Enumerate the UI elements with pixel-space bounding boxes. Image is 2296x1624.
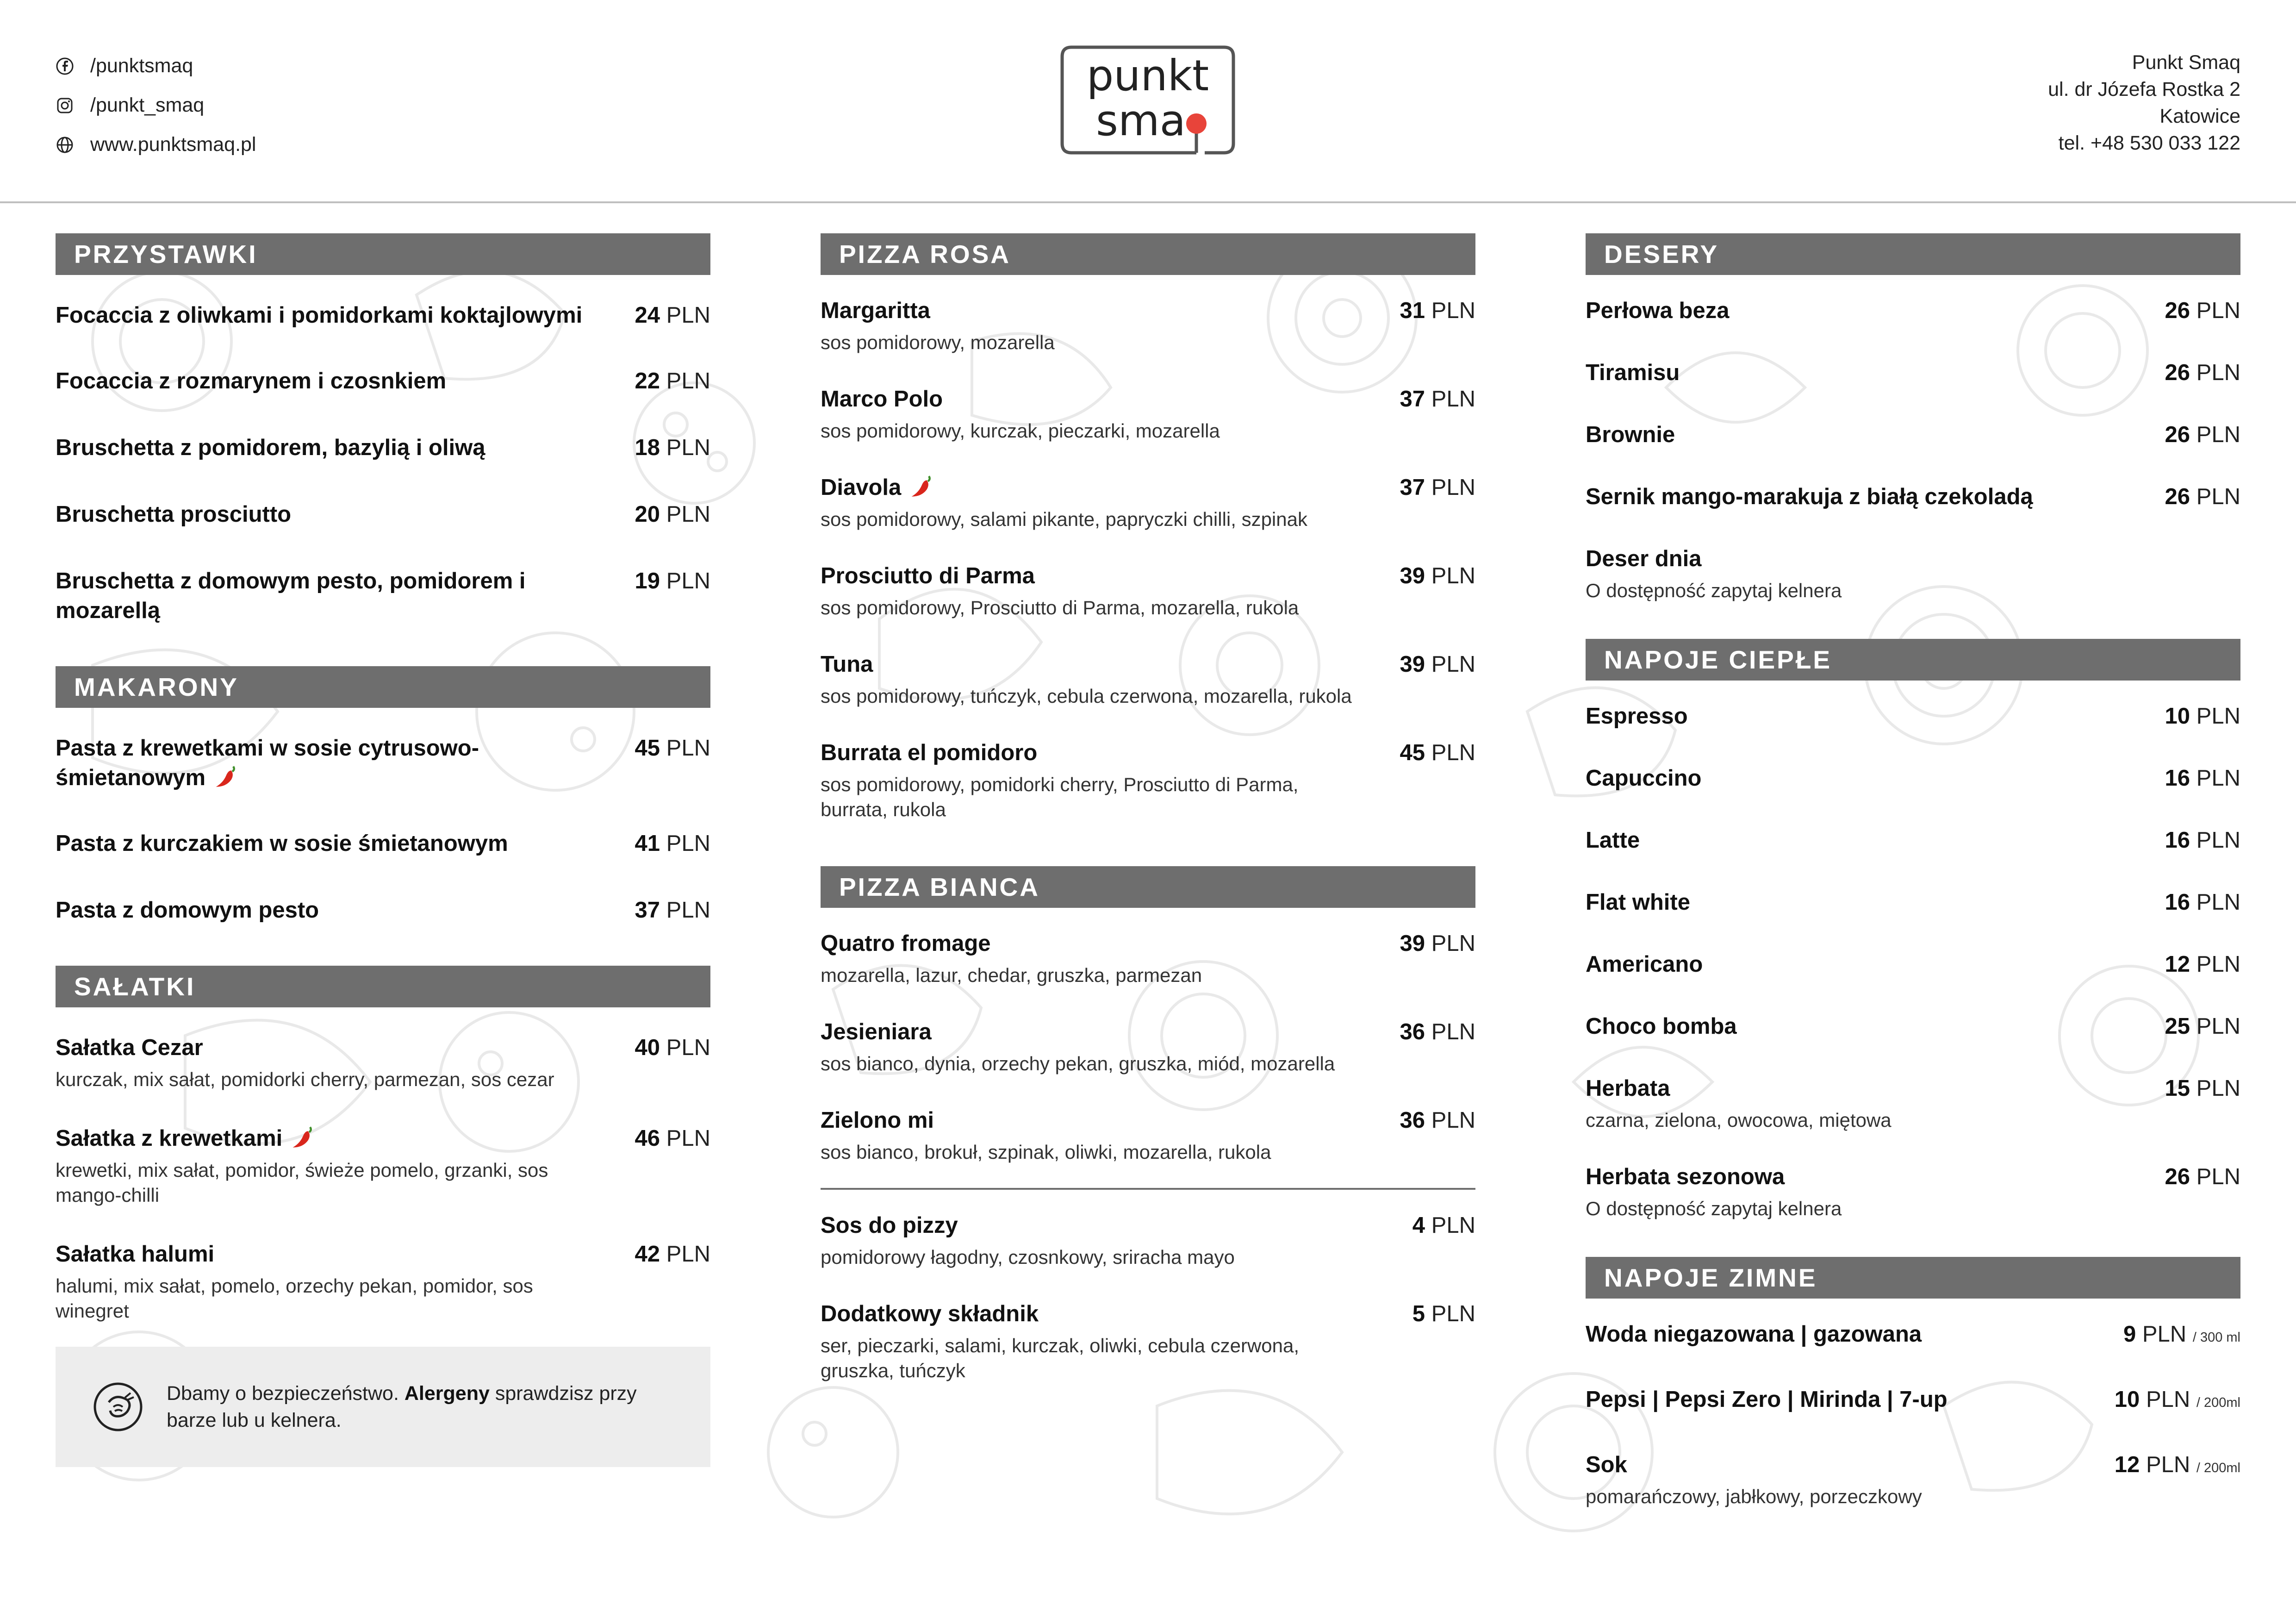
item-description: halumi, mix sałat, pomelo, orzechy pekan, pomidor, sos winegret	[56, 1275, 533, 1322]
item-price: 12 PLN	[2165, 952, 2240, 977]
menu-item	[56, 300, 710, 330]
menu-column-2	[821, 233, 1475, 1383]
section-header-pizza-rosa: PIZZA ROSA	[821, 233, 1475, 275]
item-price: 40 PLN	[635, 1035, 710, 1060]
menu-item	[821, 650, 1475, 709]
instagram-handle: /punkt_smaq	[90, 94, 205, 116]
menu-column-1	[56, 233, 710, 1467]
item-price: 5 PLN	[1412, 1301, 1475, 1326]
item-description: kurczak, mix sałat, pomidorki cherry, parmezan, sos cezar	[56, 1068, 554, 1090]
menu-item	[821, 1299, 1475, 1383]
item-name: Deser dnia	[1586, 546, 1702, 571]
menu-item	[1586, 763, 2240, 793]
item-description: sos pomidorowy, kurczak, pieczarki, mozarella	[821, 420, 1220, 442]
menu-item	[1586, 1450, 2240, 1509]
allergen-text: Dbamy o bezpieczeństwo. Alergeny sprawdzisz przy barze lub u kelnera.	[167, 1382, 637, 1431]
menu-item	[56, 566, 710, 625]
chili-pepper-icon	[908, 473, 934, 499]
item-price: 20 PLN	[635, 502, 710, 527]
menu-item	[1586, 887, 2240, 917]
item-name: Dodatkowy składnik	[821, 1301, 1039, 1326]
menu-item	[1586, 296, 2240, 325]
item-price: 46 PLN	[635, 1126, 710, 1151]
item-name: Burrata el pomidoro	[821, 740, 1038, 765]
item-name: Herbata sezonowa	[1586, 1164, 1785, 1189]
item-name: Pasta z kurczakiem w sosie śmietanowym	[56, 831, 508, 856]
menu-item	[1586, 949, 2240, 979]
menu-item	[56, 829, 710, 858]
item-name: Tuna	[821, 652, 873, 677]
item-description: pomidorowy łagodny, czosnkowy, sriracha mayo	[821, 1246, 1235, 1268]
item-price: 37 PLN	[1400, 387, 1475, 412]
menu-item	[56, 1033, 710, 1092]
item-description: sos pomidorowy, pomidorki cherry, Prosciutto di Parma, burrata, rukola	[821, 774, 1299, 820]
item-description: sos bianco, brokuł, szpinak, oliwki, mozarella, rukola	[821, 1141, 1271, 1163]
item-price: 39 PLN	[1400, 563, 1475, 588]
item-description: mozarella, lazur, chedar, gruszka, parmezan	[821, 964, 1202, 986]
item-name: Perłowa beza	[1586, 298, 1730, 323]
item-description: sos pomidorowy, Prosciutto di Parma, mozarella, rukola	[821, 597, 1299, 618]
item-price: 39 PLN	[1400, 931, 1475, 956]
item-price: 10 PLN / 200ml	[2114, 1387, 2240, 1412]
menu-item	[1586, 420, 2240, 450]
item-price: 45 PLN	[635, 736, 710, 761]
menu-item	[821, 473, 1475, 532]
item-price: 26 PLN	[2165, 298, 2240, 323]
menu-item	[821, 738, 1475, 822]
item-name: Bruschetta z domowym pesto, pomidorem i mozarellą	[56, 568, 526, 623]
item-name: Capuccino	[1586, 766, 1702, 791]
menu-item	[821, 296, 1475, 355]
menu-item	[1586, 358, 2240, 387]
header	[0, 0, 2296, 202]
city: Katowice	[2159, 105, 2240, 127]
section-header-napoje-zimne: NAPOJE ZIMNE	[1586, 1257, 2240, 1299]
item-price: 26 PLN	[2165, 360, 2240, 385]
item-name: Focaccia z oliwkami i pomidorkami koktajlowymi	[56, 303, 583, 328]
item-price: 4 PLN	[1412, 1213, 1475, 1238]
section-header-napoje-cieple: NAPOJE CIEPŁE	[1586, 639, 2240, 681]
facebook-link[interactable]	[56, 46, 256, 86]
menu-item	[56, 433, 710, 462]
section-header-makarony: MAKARONY	[56, 666, 710, 708]
item-name: Pasta z domowym pesto	[56, 898, 319, 923]
item-price: 22 PLN	[635, 369, 710, 394]
menu-item	[1586, 1162, 2240, 1221]
item-price: 9 PLN / 300 ml	[2123, 1322, 2240, 1347]
chili-pepper-icon	[213, 763, 238, 789]
menu-item	[1586, 1319, 2240, 1352]
item-name: Pasta z krewetkami w sosie cytrusowo-śmietanowym	[56, 736, 479, 790]
item-description: ser, pieczarki, salami, kurczak, oliwki, cebula czerwona, gruszka, tuńczyk	[821, 1335, 1300, 1381]
item-price: 39 PLN	[1400, 652, 1475, 677]
item-description: pomarańczowy, jabłkowy, porzeczkowy	[1586, 1486, 1922, 1507]
item-name: Quatro fromage	[821, 931, 991, 956]
item-name: Sałatka halumi	[56, 1242, 215, 1267]
item-name: Brownie	[1586, 422, 1675, 447]
website-link[interactable]	[56, 125, 256, 164]
item-price: 16 PLN	[2165, 890, 2240, 915]
menu-item	[56, 733, 710, 793]
globe-icon	[56, 136, 74, 154]
menu-item	[56, 500, 710, 529]
item-name: Sos do pizzy	[821, 1213, 958, 1238]
item-name: Bruschetta prosciutto	[56, 502, 292, 527]
item-name: Herbata	[1586, 1076, 1670, 1101]
menu-item	[821, 384, 1475, 443]
section-header-salatki: SAŁATKI	[56, 966, 710, 1007]
menu-item	[821, 929, 1475, 988]
menu-item	[56, 1239, 710, 1324]
phone: tel. +48 530 033 122	[2058, 132, 2240, 154]
item-price: 36 PLN	[1400, 1108, 1475, 1133]
item-name: Jesieniara	[821, 1019, 932, 1044]
item-name: Latte	[1586, 828, 1640, 853]
contact-address	[2048, 49, 2240, 156]
svg-text:punkt: punkt	[1086, 51, 1209, 100]
menu-column-3	[1586, 233, 2240, 1509]
item-price: 19 PLN	[635, 568, 710, 593]
item-price: 16 PLN	[2165, 828, 2240, 853]
menu-item	[1586, 701, 2240, 731]
social-links	[56, 46, 256, 164]
restaurant-name: Punkt Smaq	[2132, 51, 2240, 74]
item-description: sos pomidorowy, salami pikante, papryczki chilli, szpinak	[821, 508, 1307, 530]
menu-item	[1586, 544, 2240, 603]
item-price: 26 PLN	[2165, 484, 2240, 509]
item-price: 26 PLN	[2165, 1164, 2240, 1189]
item-price: 15 PLN	[2165, 1076, 2240, 1101]
allergen-shrimp-icon	[93, 1381, 143, 1432]
menu-item	[56, 895, 710, 925]
item-name: Woda niegazowana | gazowana	[1586, 1322, 1922, 1347]
item-name: Americano	[1586, 952, 1703, 977]
item-name: Sałatka Cezar	[56, 1035, 203, 1060]
item-description: sos pomidorowy, tuńczyk, cebula czerwona, mozarella, rukola	[821, 685, 1352, 707]
menu-item	[821, 1017, 1475, 1076]
item-price: 37 PLN	[1400, 475, 1475, 500]
section-header-desery: DESERY	[1586, 233, 2240, 275]
item-name: Diavola	[821, 473, 1357, 502]
menu-item	[1586, 1012, 2240, 1041]
menu-item	[1586, 482, 2240, 512]
allergen-notice	[56, 1347, 710, 1467]
item-name: Zielono mi	[821, 1108, 934, 1133]
item-price: 36 PLN	[1400, 1019, 1475, 1044]
item-name: Sernik mango-marakuja z białą czekoladą	[1586, 484, 2033, 509]
street-address: ul. dr Józefa Rostka 2	[2048, 78, 2240, 100]
item-price: 42 PLN	[635, 1242, 710, 1267]
menu-item	[1586, 1385, 2240, 1418]
section-header-przystawki: PRZYSTAWKI	[56, 233, 710, 275]
item-name: Flat white	[1586, 890, 1690, 915]
item-price: 24 PLN	[635, 303, 710, 328]
item-description: sos pomidorowy, mozarella	[821, 331, 1055, 353]
item-price: 25 PLN	[2165, 1014, 2240, 1039]
menu-item	[56, 1124, 710, 1208]
item-description: sos bianco, dynia, orzechy pekan, gruszka, miód, mozarella	[821, 1053, 1335, 1074]
menu-item	[821, 1211, 1475, 1270]
item-name: Marco Polo	[821, 387, 943, 412]
website-url: www.punktsmaq.pl	[90, 133, 256, 156]
svg-text:sma: sma	[1096, 96, 1186, 145]
instagram-link[interactable]	[56, 86, 256, 125]
item-name: Margaritta	[821, 298, 930, 323]
item-price: 26 PLN	[2165, 422, 2240, 447]
item-name: Tiramisu	[1586, 360, 1680, 385]
item-description: O dostępność zapytaj kelnera	[1586, 1198, 1842, 1219]
menu-item	[56, 366, 710, 396]
item-name: Sałatka z krewetkami	[56, 1124, 592, 1153]
item-name: Choco bomba	[1586, 1014, 1737, 1039]
item-description: krewetki, mix sałat, pomidor, świeże pomelo, grzanki, sos mango-chilli	[56, 1159, 548, 1206]
item-price: 41 PLN	[635, 831, 710, 856]
item-description: czarna, zielona, owocowa, miętowa	[1586, 1109, 1892, 1131]
instagram-icon	[56, 96, 74, 115]
chili-pepper-icon	[290, 1124, 315, 1149]
section-header-pizza-bianca: PIZZA BIANCA	[821, 866, 1475, 908]
item-name: Bruschetta z pomidorem, bazylią i oliwą	[56, 435, 485, 460]
item-price: 45 PLN	[1400, 740, 1475, 765]
item-price: 10 PLN	[2165, 704, 2240, 729]
item-price: 31 PLN	[1400, 298, 1475, 323]
item-name: Sok	[1586, 1452, 1627, 1477]
facebook-icon	[56, 57, 74, 75]
punkt-smaq-logo	[1058, 43, 1238, 158]
item-name: Prosciutto di Parma	[821, 563, 1035, 588]
facebook-handle: /punktsmaq	[90, 55, 193, 77]
header-divider	[0, 201, 2296, 203]
menu-item	[1586, 1074, 2240, 1133]
item-name: Pepsi | Pepsi Zero | Mirinda | 7-up	[1586, 1387, 1948, 1412]
item-price: 37 PLN	[635, 898, 710, 923]
item-name: Espresso	[1586, 704, 1688, 729]
menu-item	[821, 561, 1475, 620]
item-price: 16 PLN	[2165, 766, 2240, 791]
menu-item	[821, 1106, 1475, 1165]
menu-item	[1586, 825, 2240, 855]
item-price: 18 PLN	[635, 435, 710, 460]
item-name: Focaccia z rozmarynem i czosnkiem	[56, 369, 447, 394]
item-description: O dostępność zapytaj kelnera	[1586, 580, 1842, 601]
item-price: 12 PLN / 200ml	[2114, 1452, 2240, 1477]
